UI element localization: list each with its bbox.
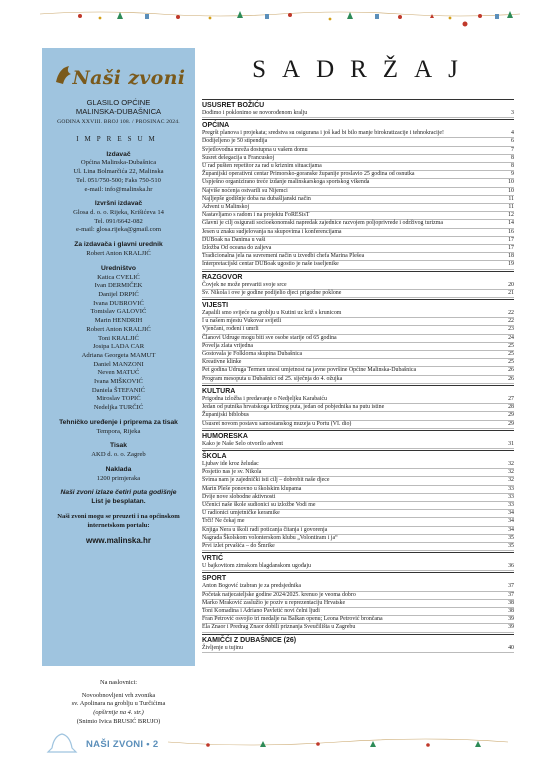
toc-entry-title: Interpretacijski centar DUBoak ugostio je naše isseljenike bbox=[202, 261, 339, 268]
toc-entry-title: U rad pušten repetitor za rad u kriznim situacijama bbox=[202, 163, 322, 170]
toc-entry[interactable] bbox=[202, 502, 514, 510]
toc-entry-page: 33 bbox=[508, 493, 514, 500]
toc-entry-page: 20 bbox=[508, 281, 514, 288]
toc-entry[interactable] bbox=[202, 220, 514, 228]
toc-entry-title: Najviše noćenja ostvarili su Nijemci bbox=[202, 187, 288, 194]
toc-entry-title: Kako je Naše Selo otvorilo advent bbox=[202, 440, 283, 447]
toc-section-heading: SPORT bbox=[202, 575, 227, 583]
toc-entry-page: 32 bbox=[508, 477, 514, 484]
toc-entry[interactable] bbox=[202, 343, 514, 351]
toc-entry[interactable] bbox=[202, 204, 514, 212]
page-footer bbox=[28, 732, 518, 758]
toc-entry-page: 35 bbox=[508, 542, 514, 549]
toc-entry-title: Toni Komadina i Adriano Pavletić novi čelni ljudi bbox=[202, 607, 320, 614]
toc-entry-title: Dodijeljeno je 50 stipendija bbox=[202, 138, 268, 145]
toc-entry-title: Ljubav ide kroz želudac bbox=[202, 460, 259, 467]
toc-entry-page: 10 bbox=[508, 187, 514, 194]
toc-entry-page: 25 bbox=[508, 351, 514, 358]
editor-block: Za izdavača i glavni urednik Robert Anton KRALJIĆ bbox=[74, 241, 163, 258]
toc-entry-title: Marko Mraković zaslužio je poziv u reprezentaciju Hrvatske bbox=[202, 599, 346, 606]
toc-entry-page: 25 bbox=[508, 342, 514, 349]
toc-entry-title: Posjetio nas je sv. Nikola bbox=[202, 469, 262, 476]
toc-entry-title: Ela Znaor i Predrag Znaor dobili priznanja Sveučilišta u Zagrebu bbox=[202, 624, 356, 631]
toc-entry[interactable] bbox=[202, 600, 514, 608]
toc-entry-page: 17 bbox=[508, 245, 514, 252]
toc-entry-page: 18 bbox=[508, 253, 514, 260]
toc-entry[interactable] bbox=[202, 624, 514, 632]
toc-entry-page: 28 bbox=[508, 404, 514, 411]
toc-entry-title: Pregršt planova i projekata; sredstva su osigurana i još kad bi bilo manje birokratizacije i tehnokracije! bbox=[202, 130, 444, 137]
toc-entry-page: 27 bbox=[508, 395, 514, 402]
toc-entry-title: Advent u Malinskoj bbox=[202, 204, 250, 211]
toc-section bbox=[202, 430, 514, 449]
toc-entry-title: Trči! Ne čekaj me bbox=[202, 518, 245, 525]
toc-entry[interactable] bbox=[202, 310, 514, 318]
toc-entry-title: DUBoak na Danima u vaši bbox=[202, 236, 266, 243]
toc-entry-title: U bajkovitom zimskom blagdanskom ugođaju bbox=[202, 563, 311, 570]
toc-entry-page: 11 bbox=[508, 204, 514, 211]
toc-entry-page: 35 bbox=[508, 534, 514, 541]
toc-entry-title: Anton Bogović izabran je za predsjednika bbox=[202, 583, 301, 590]
toc-entry-page: 33 bbox=[508, 501, 514, 508]
toc-entry-title: Uspješno organizirano treće izdanje malinskarskoga sportskog vikenda bbox=[202, 179, 370, 186]
toc-section bbox=[202, 450, 514, 551]
table-of-contents bbox=[202, 48, 514, 653]
circulation-block: Naklada 1200 primjeraka bbox=[96, 465, 141, 482]
toc-entry-title: Prvi izlet prvašića – do Šmrike bbox=[202, 542, 275, 549]
toc-entry[interactable] bbox=[202, 110, 514, 118]
print-block: Tisak AKD d. o. o. Zagreb bbox=[91, 442, 146, 459]
toc-entry-page: 37 bbox=[508, 591, 514, 598]
page-title: SADRŽAJ bbox=[252, 56, 474, 83]
toc-entry-title: U radionici umjetničke keramike bbox=[202, 510, 280, 517]
toc-entry-title: Življenje u tujinu bbox=[202, 644, 243, 651]
toc-entry-page: 7 bbox=[511, 146, 514, 153]
toc-entry-page: 10 bbox=[508, 179, 514, 186]
toc-section-heading: KAMIČĆI Z DUBAŠNICE (26) bbox=[202, 636, 297, 644]
toc-entry-title: Jesen u znaku sudjelovanja na skupovima i konferencijama bbox=[202, 228, 342, 235]
toc-entry-page: 8 bbox=[511, 163, 514, 170]
toc-entry-page: 17 bbox=[508, 236, 514, 243]
toc-entry-title: Nastavljamo s radom i na projektu FoRESisT bbox=[202, 212, 310, 219]
toc-entry-page: 24 bbox=[508, 334, 514, 341]
toc-entry-page: 34 bbox=[508, 526, 514, 533]
toc-entry[interactable] bbox=[202, 326, 514, 334]
toc-entry-title: Kreativne klinke bbox=[202, 359, 242, 366]
christmas-garland-decoration bbox=[40, 8, 520, 30]
toc-entry-page: 11 bbox=[508, 195, 514, 202]
toc-entry[interactable] bbox=[202, 527, 514, 535]
toc-entry-page: 16 bbox=[508, 228, 514, 235]
toc-entry[interactable] bbox=[202, 583, 514, 591]
bell-icon bbox=[42, 732, 82, 756]
toc-entry[interactable] bbox=[202, 469, 514, 477]
toc-entry[interactable] bbox=[202, 563, 514, 571]
toc-entry-page: 25 bbox=[508, 359, 514, 366]
toc-entry[interactable] bbox=[202, 171, 514, 179]
toc-entry-title: Gostovala je Folklorna skupina Dubašnica bbox=[202, 351, 303, 358]
toc-section bbox=[202, 299, 514, 384]
toc-entry[interactable] bbox=[202, 138, 514, 146]
toc-entry-page: 6 bbox=[511, 138, 514, 145]
toc-entry-page: 4 bbox=[511, 130, 514, 137]
logo-wordmark: Naši zvoni bbox=[72, 67, 186, 89]
toc-entry[interactable] bbox=[202, 290, 514, 298]
footer-page-label: NAŠI ZVONI • 2 bbox=[86, 739, 159, 750]
toc-section-heading: OPĆINA bbox=[202, 122, 230, 130]
toc-entry[interactable] bbox=[202, 543, 514, 551]
toc-entry-title: Članovi Udruge mogu biti sve osobe starije od 65 godina bbox=[202, 334, 337, 341]
impressum-sidebar bbox=[42, 48, 195, 666]
toc-entry-title: Početak natjecateljske godine 2024/2025. krenuo je veoma dobro bbox=[202, 591, 356, 598]
toc-entry-page: 26 bbox=[508, 367, 514, 374]
toc-entry-title: Program mesoputa u Dubašnici od 25. siječnja do 4. ožujka bbox=[202, 375, 343, 382]
executive-publisher-block: Izvršni izdavač Glosa d. o. o. Rijeka, Krišićeva 14 Tel. 091/6642-082 e-mail: glosa.rijeka@gmail.com bbox=[73, 200, 164, 234]
toc-entry[interactable] bbox=[202, 461, 514, 469]
toc-entry-title: I u našem mjestu Vukovar svijetli bbox=[202, 318, 282, 325]
toc-section bbox=[202, 552, 514, 571]
toc-entry-page: 38 bbox=[508, 599, 514, 606]
toc-entry[interactable] bbox=[202, 608, 514, 616]
toc-entry-title: Jedan od putnika hrvatskoga križnog puta, jedan od pobjednika na putu istine bbox=[202, 404, 385, 411]
toc-entry-page: 3 bbox=[511, 110, 514, 116]
toc-entry[interactable] bbox=[202, 188, 514, 196]
toc-section bbox=[202, 99, 514, 118]
toc-entry[interactable] bbox=[202, 412, 514, 420]
toc-entry-title: Prigodna izložba i predavanje o Nedjeljku Karabaiću bbox=[202, 395, 327, 402]
toc-entry[interactable] bbox=[202, 261, 514, 269]
toc-entry[interactable] bbox=[202, 155, 514, 163]
toc-entry[interactable] bbox=[202, 367, 514, 375]
toc-entry[interactable] bbox=[202, 130, 514, 138]
toc-entry-title: Dođimo i poklonimo se novorođenom kralju bbox=[202, 110, 308, 116]
toc-entry-title: Marin Pleše ponovno u školskim klupama bbox=[202, 485, 302, 492]
toc-entry[interactable] bbox=[202, 229, 514, 237]
toc-section-heading: KULTURA bbox=[202, 387, 236, 395]
toc-entry[interactable] bbox=[202, 510, 514, 518]
toc-entry-title: Učenici naše škole sudionici su izložbe Vodi me bbox=[202, 501, 316, 508]
toc-entry-page: 26 bbox=[508, 375, 514, 382]
toc-entry-title: Knjiga Nera u školi radi poticanja čitanja i govorenja bbox=[202, 526, 328, 533]
toc-entry-title: Svjetlovodna mreža dostupna u vašem domu bbox=[202, 146, 308, 153]
toc-entry-title: Županijski biblobus bbox=[202, 412, 249, 419]
toc-entry[interactable] bbox=[202, 282, 514, 290]
toc-entry[interactable] bbox=[202, 592, 514, 600]
toc-entry-page: 29 bbox=[508, 420, 514, 427]
toc-entry-page: 29 bbox=[508, 412, 514, 419]
toc-entry-page: 39 bbox=[508, 624, 514, 631]
toc-entry-title: Tradicionalna jela na suvremeni način u izvedbi chefa Marina Plešea bbox=[202, 253, 365, 260]
toc-entry-title: Pet godina Udruga Termen unosi umjetnost na javne površine Općine Malinska-Dubašnica bbox=[202, 367, 417, 374]
toc-entry[interactable] bbox=[202, 645, 514, 653]
website-link[interactable]: www.malinska.hr bbox=[85, 535, 152, 545]
toc-entry[interactable] bbox=[202, 147, 514, 155]
toc-entry[interactable] bbox=[202, 196, 514, 204]
toc-entry[interactable] bbox=[202, 359, 514, 367]
toc-entry[interactable] bbox=[202, 421, 514, 429]
toc-entry-title: Glavni je cilj osigurati socioekonomski napredak zajednice razvojem poljoprivrede i održivog turizma bbox=[202, 220, 443, 227]
toc-entry-title: Ususret novom postavu samostanskog muzeja u Portu (VI. dio) bbox=[202, 420, 352, 427]
toc-list bbox=[202, 99, 514, 653]
toc-entry-title: Fran Petrović osvojio tri medalje na Balkan openu; Leona Petrović brončana bbox=[202, 616, 383, 623]
toc-entry-title: Vjenčani, rođeni i umrli bbox=[202, 326, 259, 333]
toc-section-heading: VIJESTI bbox=[202, 302, 229, 310]
publication-title: GLASILO OPĆINE MALINSKA-DUBAŠNICA bbox=[75, 98, 162, 117]
toc-entry-title: Zapalili smo svijeće na groblju u Kutini uz križ s krunicom bbox=[202, 310, 342, 317]
bird-logo-icon bbox=[53, 62, 75, 88]
publisher-block: Izdavač Općina Malinska-Dubašnica Ul. Lina Bolmarčića 22, Malinska Tel. 051/750-500; Faks 750-510 e-mail: info@malinska.hr bbox=[73, 150, 164, 193]
toc-entry-title: Županijski operativni centar Primorsko-goranske županije proslavio 25 godina od osnutka bbox=[202, 171, 415, 178]
toc-entry-page: 34 bbox=[508, 510, 514, 517]
toc-entry-page: 38 bbox=[508, 607, 514, 614]
toc-entry-page: 39 bbox=[508, 616, 514, 623]
toc-entry-page: 40 bbox=[508, 644, 514, 651]
toc-entry[interactable] bbox=[202, 376, 514, 384]
toc-entry-page: 21 bbox=[508, 289, 514, 296]
toc-entry-page: 37 bbox=[508, 583, 514, 590]
toc-section bbox=[202, 385, 514, 429]
toc-entry-page: 32 bbox=[508, 460, 514, 467]
issue-info: GODINA XXVIII. BROJ 108. / PROSINAC 2024. bbox=[57, 118, 180, 125]
toc-entry-page: 9 bbox=[511, 171, 514, 178]
toc-entry-page: 34 bbox=[508, 518, 514, 525]
toc-entry[interactable] bbox=[202, 253, 514, 261]
toc-entry-title: Povelja zlata vrijedna bbox=[202, 342, 254, 349]
impresum-heading: IMPRESUM bbox=[76, 135, 161, 144]
cover-note: Na naslovnici: Novoobnovljeni vrh zvonika sv. Apolinara na groblju u Turčićima (opširnije na 4. str.) (Snimio Ivica BRUSIĆ BRUJO) bbox=[71, 679, 166, 725]
toc-section bbox=[202, 119, 514, 269]
toc-entry-page: 31 bbox=[508, 440, 514, 447]
toc-entry[interactable] bbox=[202, 163, 514, 171]
toc-entry[interactable] bbox=[202, 335, 514, 343]
toc-entry[interactable] bbox=[202, 237, 514, 245]
toc-entry-page: 8 bbox=[511, 154, 514, 161]
toc-entry-page: 23 bbox=[508, 326, 514, 333]
nasi-zvoni-logo bbox=[49, 58, 189, 94]
footer-garland-decoration bbox=[168, 738, 508, 752]
toc-entry-page: 36 bbox=[508, 563, 514, 570]
toc-entry[interactable] bbox=[202, 179, 514, 187]
toc-entry[interactable] bbox=[202, 486, 514, 494]
toc-entry[interactable] bbox=[202, 518, 514, 526]
online-note: Naši zvoni mogu se preuzeti i na općinskom internetskom portalu: bbox=[57, 513, 180, 529]
toc-entry[interactable] bbox=[202, 441, 514, 449]
toc-entry-title: Dvije nove slobodne aktivnosti bbox=[202, 493, 276, 500]
toc-entry-title: Svima nam je zajednički isti cilj – dobrobit naše djece bbox=[202, 477, 330, 484]
toc-entry-title: Izložba Od oceana do zaljeva bbox=[202, 245, 272, 252]
toc-entry-page: 33 bbox=[508, 485, 514, 492]
frequency-note: Naši zvoni izlaze četiri puta godišnje List je besplatan. bbox=[60, 489, 177, 506]
toc-entry-title: Susret delegacija u Francuskoj bbox=[202, 154, 275, 161]
toc-section-heading: VRTIĆ bbox=[202, 555, 223, 563]
toc-entry[interactable] bbox=[202, 477, 514, 485]
toc-entry-page: 14 bbox=[508, 220, 514, 227]
toc-section-heading: HUMORESKA bbox=[202, 432, 248, 440]
toc-section bbox=[202, 572, 514, 632]
toc-entry-title: Nagrada Školskom volonterskom klubu „Volontiram i ja“ bbox=[202, 534, 338, 541]
toc-entry[interactable] bbox=[202, 535, 514, 543]
toc-entry[interactable] bbox=[202, 212, 514, 220]
toc-section-heading: ŠKOLA bbox=[202, 452, 227, 460]
toc-section bbox=[202, 634, 514, 653]
toc-entry[interactable] bbox=[202, 318, 514, 326]
toc-entry[interactable] bbox=[202, 494, 514, 502]
toc-entry-title: Sv. Nikola i ove je godine podijelio djeci prigodne poklone bbox=[202, 289, 342, 296]
toc-entry-title: Čovjek ne može prevariti svoje srce bbox=[202, 281, 287, 288]
editorial-board-block: Uredništvo Katica CVELIĆ Ivan DERMIČEK Danijel DRPIĆ Ivana DUBROVIĆ Tomislav GALOVIĆ Marin HENDRIH Robert Anton KRALJIĆ Toni KRALJIĆ Josipa LADA CAR Adriana Georgeta MAMUT Daniel MANZONI Neven MATUĆ Ivana MIŠKOVIĆ Daniela ŠTEFANIĆ Miroslav TOPIĆ Nedeljka TURČIĆ bbox=[81, 264, 156, 412]
toc-section-heading: USUSRET BOŽIĆU bbox=[202, 102, 265, 109]
toc-entry-page: 22 bbox=[508, 310, 514, 317]
toc-section bbox=[202, 271, 514, 298]
toc-section-heading: RAZGOVOR bbox=[202, 273, 243, 281]
toc-entry-title: Najljepše godišnje doba na dubašljanski način bbox=[202, 195, 311, 202]
toc-entry[interactable] bbox=[202, 616, 514, 624]
toc-entry-page: 22 bbox=[508, 318, 514, 325]
toc-entry[interactable] bbox=[202, 351, 514, 359]
technical-block: Tehničko uređenje i priprema za tisak Tempora, Rijeka bbox=[59, 418, 178, 435]
toc-entry[interactable] bbox=[202, 396, 514, 404]
toc-entry-page: 32 bbox=[508, 469, 514, 476]
toc-entry-page: 19 bbox=[508, 261, 514, 268]
toc-entry-page: 12 bbox=[508, 212, 514, 219]
